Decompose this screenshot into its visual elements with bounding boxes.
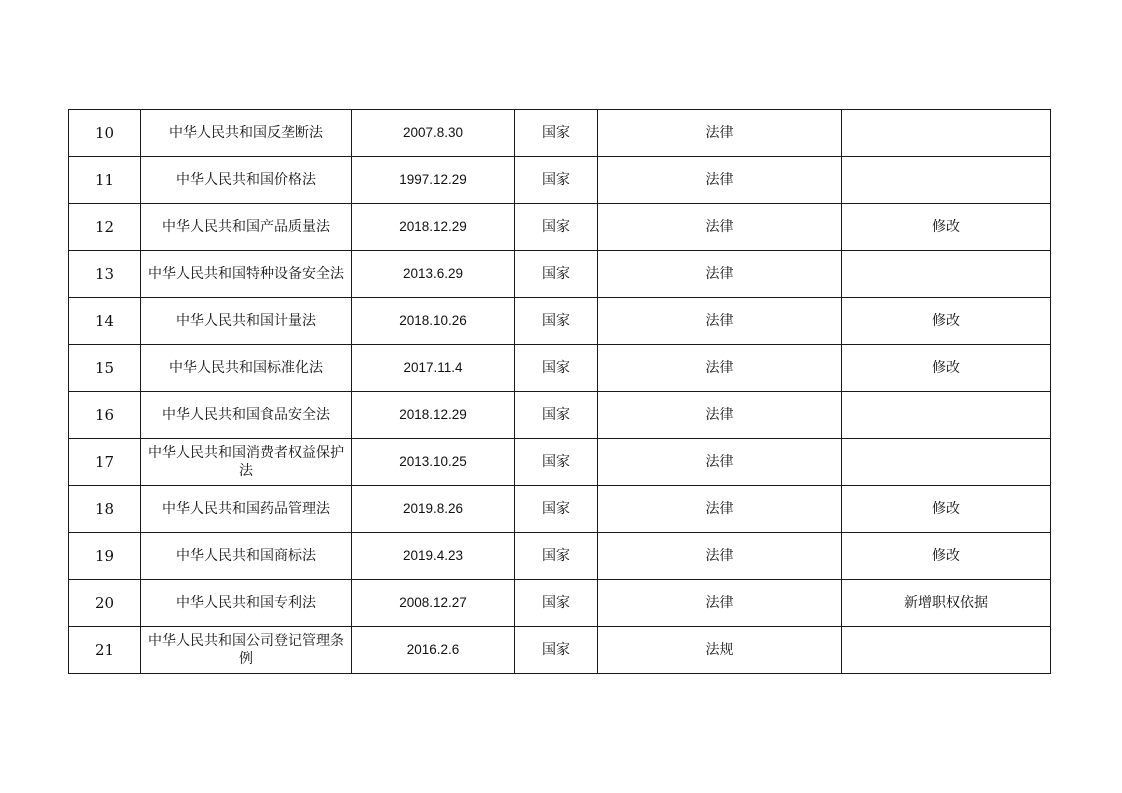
law-level: 国家 — [515, 110, 598, 157]
law-remark — [842, 392, 1051, 439]
law-date: 2013.10.25 — [352, 439, 515, 486]
row-number: 13 — [69, 251, 141, 298]
law-level: 国家 — [515, 392, 598, 439]
table-row — [69, 439, 1051, 486]
law-level: 国家 — [515, 298, 598, 345]
table-row — [69, 627, 1051, 674]
law-type: 法律 — [598, 392, 842, 439]
law-remark — [842, 251, 1051, 298]
law-name: 中华人民共和国反垄断法 — [141, 110, 352, 157]
row-number: 21 — [69, 627, 141, 674]
row-number: 18 — [69, 486, 141, 533]
law-level: 国家 — [515, 204, 598, 251]
row-number: 19 — [69, 533, 141, 580]
law-level: 国家 — [515, 533, 598, 580]
law-name: 中华人民共和国食品安全法 — [141, 392, 352, 439]
law-remark: 新增职权依据 — [842, 580, 1051, 627]
law-level: 国家 — [515, 580, 598, 627]
law-level: 国家 — [515, 439, 598, 486]
law-remark: 修改 — [842, 533, 1051, 580]
row-number: 16 — [69, 392, 141, 439]
law-table — [68, 109, 1051, 674]
table-row — [69, 110, 1051, 157]
law-date: 2018.12.29 — [352, 204, 515, 251]
law-name: 中华人民共和国价格法 — [141, 157, 352, 204]
law-type: 法规 — [598, 627, 842, 674]
law-name: 中华人民共和国消费者权益保护法 — [141, 439, 352, 486]
law-date: 1997.12.29 — [352, 157, 515, 204]
law-level: 国家 — [515, 157, 598, 204]
law-type: 法律 — [598, 157, 842, 204]
table-body — [69, 110, 1051, 674]
row-number: 12 — [69, 204, 141, 251]
table-row — [69, 251, 1051, 298]
law-remark: 修改 — [842, 486, 1051, 533]
law-level: 国家 — [515, 345, 598, 392]
law-type: 法律 — [598, 486, 842, 533]
law-date: 2019.4.23 — [352, 533, 515, 580]
table-row — [69, 486, 1051, 533]
law-date: 2018.12.29 — [352, 392, 515, 439]
law-remark — [842, 110, 1051, 157]
law-type: 法律 — [598, 580, 842, 627]
law-name: 中华人民共和国产品质量法 — [141, 204, 352, 251]
law-name: 中华人民共和国商标法 — [141, 533, 352, 580]
law-level: 国家 — [515, 486, 598, 533]
law-name: 中华人民共和国专利法 — [141, 580, 352, 627]
law-remark — [842, 157, 1051, 204]
row-number: 10 — [69, 110, 141, 157]
law-date: 2016.2.6 — [352, 627, 515, 674]
table-row — [69, 345, 1051, 392]
law-date: 2017.11.4 — [352, 345, 515, 392]
law-remark: 修改 — [842, 345, 1051, 392]
law-name: 中华人民共和国公司登记管理条例 — [141, 627, 352, 674]
table-row — [69, 204, 1051, 251]
law-remark: 修改 — [842, 298, 1051, 345]
law-type: 法律 — [598, 251, 842, 298]
law-date: 2007.8.30 — [352, 110, 515, 157]
row-number: 14 — [69, 298, 141, 345]
table-row — [69, 392, 1051, 439]
row-number: 20 — [69, 580, 141, 627]
table-row — [69, 298, 1051, 345]
law-date: 2013.6.29 — [352, 251, 515, 298]
law-level: 国家 — [515, 251, 598, 298]
law-remark — [842, 439, 1051, 486]
law-name: 中华人民共和国药品管理法 — [141, 486, 352, 533]
row-number: 11 — [69, 157, 141, 204]
law-remark: 修改 — [842, 204, 1051, 251]
row-number: 15 — [69, 345, 141, 392]
law-type: 法律 — [598, 345, 842, 392]
table-row — [69, 533, 1051, 580]
law-type: 法律 — [598, 110, 842, 157]
law-type: 法律 — [598, 533, 842, 580]
law-type: 法律 — [598, 439, 842, 486]
law-level: 国家 — [515, 627, 598, 674]
law-name: 中华人民共和国计量法 — [141, 298, 352, 345]
law-date: 2018.10.26 — [352, 298, 515, 345]
law-type: 法律 — [598, 298, 842, 345]
law-remark — [842, 627, 1051, 674]
law-name: 中华人民共和国特种设备安全法 — [141, 251, 352, 298]
row-number: 17 — [69, 439, 141, 486]
law-type: 法律 — [598, 204, 842, 251]
law-date: 2008.12.27 — [352, 580, 515, 627]
law-date: 2019.8.26 — [352, 486, 515, 533]
law-name: 中华人民共和国标准化法 — [141, 345, 352, 392]
table-row — [69, 157, 1051, 204]
table-row — [69, 580, 1051, 627]
